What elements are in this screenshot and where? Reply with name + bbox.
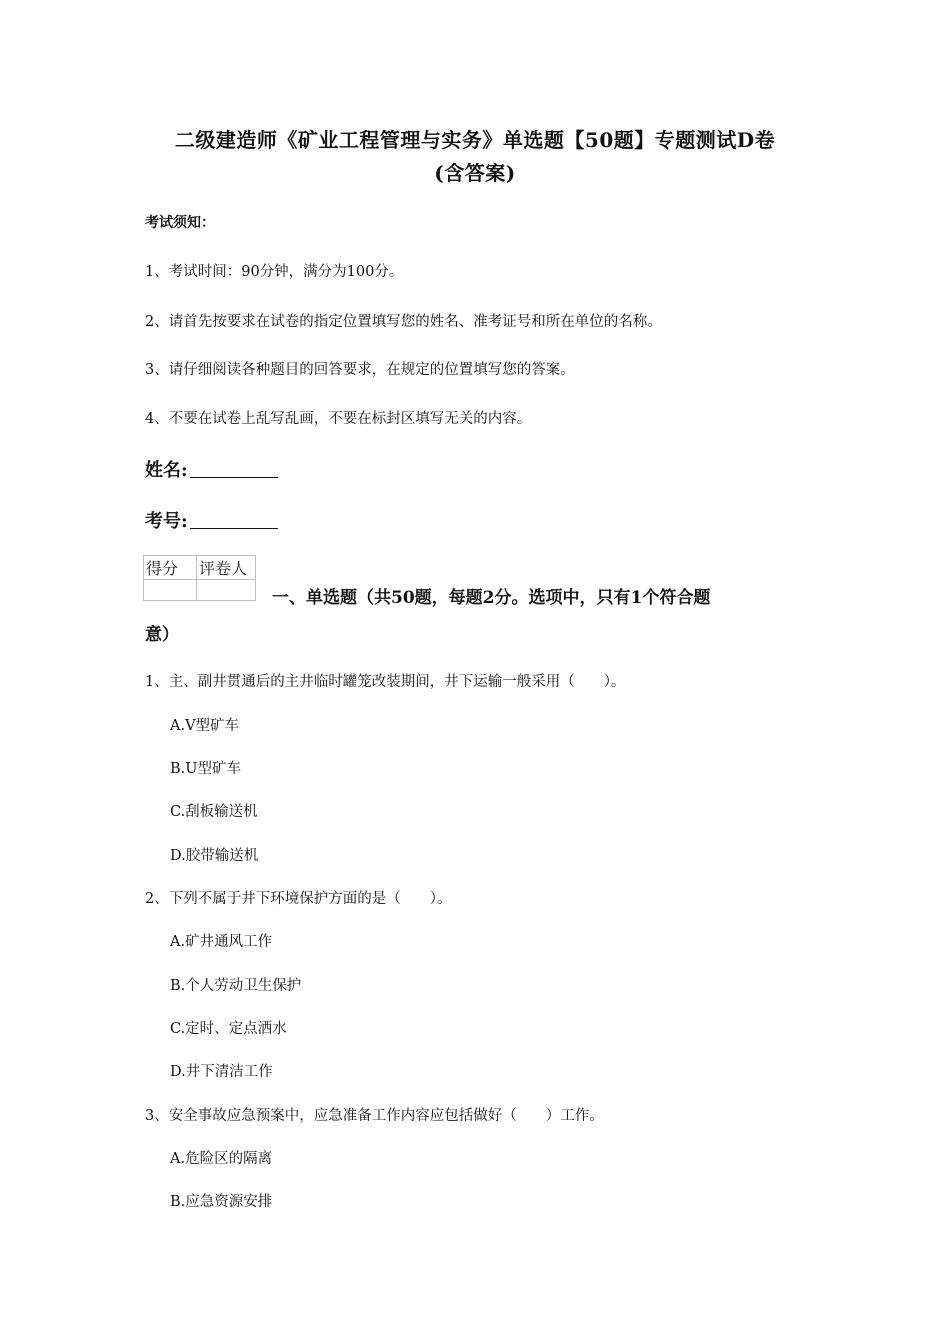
grader-header: 评卷人 bbox=[197, 556, 256, 580]
exam-title: 二级建造师《矿业工程管理与实务》单选题【50题】专题测试D卷 bbox=[174, 128, 776, 152]
name-label: 姓名: bbox=[145, 460, 188, 481]
score-table bbox=[143, 555, 256, 601]
question-stem: 3、安全事故应急预案中，应急准备工作内容应包括做好（ ）工作。 bbox=[145, 1108, 604, 1124]
question-option: B.应急资源安排 bbox=[170, 1194, 273, 1210]
section-heading-cont: 意） bbox=[145, 625, 179, 645]
question-option: C.定时、定点洒水 bbox=[170, 1021, 287, 1037]
notice-item: 1、考试时间：90分钟，满分为100分。 bbox=[145, 264, 404, 280]
name-blank[interactable] bbox=[190, 459, 278, 478]
notice-item: 4、不要在试卷上乱写乱画，不要在标封区填写无关的内容。 bbox=[145, 411, 532, 427]
notice-heading: 考试须知： bbox=[145, 215, 215, 231]
exam-subtitle: (含答案) bbox=[434, 161, 516, 185]
section-heading: 一、单选题（共50题，每题2分。选项中，只有1个符合题 bbox=[272, 588, 711, 608]
grader-cell[interactable] bbox=[197, 580, 256, 601]
notice-item: 2、请首先按要求在试卷的指定位置填写您的姓名、准考证号和所在单位的名称。 bbox=[145, 314, 662, 330]
notice-item: 3、请仔细阅读各种题目的回答要求，在规定的位置填写您的答案。 bbox=[145, 362, 575, 378]
question-option: C.刮板输送机 bbox=[170, 804, 258, 820]
question-stem: 1、主、副井贯通后的主井临时罐笼改装期间，井下运输一般采用（ ）。 bbox=[145, 674, 626, 690]
exam-number-field[interactable] bbox=[145, 507, 278, 533]
name-field[interactable] bbox=[145, 456, 278, 482]
exam-number-blank[interactable] bbox=[190, 510, 278, 529]
question-option: B.U型矿车 bbox=[170, 761, 241, 777]
score-cell[interactable] bbox=[144, 580, 197, 601]
question-option: D.胶带输送机 bbox=[170, 848, 259, 864]
question-option: A.V型矿车 bbox=[170, 718, 240, 734]
question-option: B.个人劳动卫生保护 bbox=[170, 978, 302, 994]
question-option: A.危险区的隔离 bbox=[170, 1151, 273, 1167]
exam-number-label: 考号: bbox=[145, 511, 188, 532]
question-option: A.矿井通风工作 bbox=[170, 934, 273, 950]
question-option: D.井下清洁工作 bbox=[170, 1064, 273, 1080]
score-header: 得分 bbox=[144, 556, 197, 580]
question-stem: 2、下列不属于井下环境保护方面的是（ ）。 bbox=[145, 891, 452, 907]
